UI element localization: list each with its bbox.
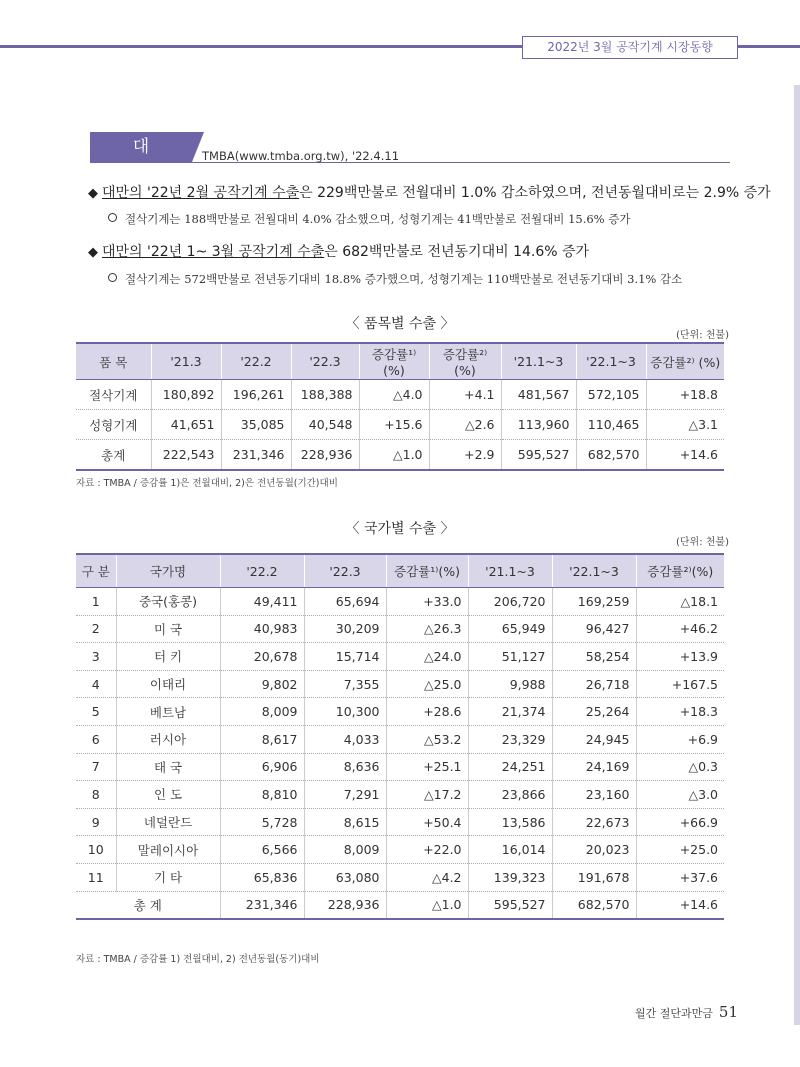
table-cell: △17.2 [386,781,468,809]
page-footer [635,1003,738,1021]
table-cell: 러시아 [116,725,220,753]
page-number: 51 [718,1003,738,1021]
table-row [76,380,724,410]
table-cell: 113,960 [501,410,576,440]
table1-caption: 〈 품목별 수출 〉 [345,316,455,332]
bullet-1 [88,182,771,202]
table-cell: +46.2 [636,615,724,643]
column-header: 국가명 [116,554,220,588]
table-row [76,808,724,836]
bullet-2-underlined: 대만의 '22년 1~ 3월 공작기계 수출 [102,244,325,260]
table-cell: 595,527 [501,440,576,471]
bullet-1-text: 은 229백만불로 전월대비 1.0% 감소하였으며, 전년동월대비로는 2.9% 증가 [299,185,771,201]
table-cell: +14.6 [636,891,724,919]
table-cell: △18.1 [636,588,724,616]
magazine-name: 월간 절단과만금 [635,1007,713,1020]
table-cell: 96,427 [552,615,636,643]
table-cell: 8,617 [220,725,304,753]
column-header: '22.1~3 [576,343,646,380]
table-row [76,753,724,781]
table-cell: 228,936 [304,891,386,919]
table-cell: 40,548 [291,410,359,440]
table-cell: 20,678 [220,643,304,671]
table-header-row [76,554,724,588]
table-cell: 8,009 [304,836,386,864]
table-cell: +50.4 [386,808,468,836]
table-cell: 222,543 [151,440,221,471]
table-cell: +4.1 [429,380,501,410]
table-cell: △4.2 [386,863,468,891]
table-row [76,781,724,809]
table-cell: △26.3 [386,615,468,643]
column-header: 증감률²⁾ (%) [646,343,724,380]
table-cell: 41,651 [151,410,221,440]
table-cell: △25.0 [386,670,468,698]
table-cell: △4.0 [359,380,429,410]
table-cell: +22.0 [386,836,468,864]
column-header: 증감률²⁾ (%) [429,343,501,380]
column-header: '22.3 [304,554,386,588]
table-cell: 태 국 [116,753,220,781]
table-cell: 65,694 [304,588,386,616]
table-cell: 206,720 [468,588,552,616]
section-title-block [90,132,192,186]
table-cell: 24,945 [552,725,636,753]
table-cell: 8,636 [304,753,386,781]
column-header: '21.1~3 [501,343,576,380]
table-cell: 6 [76,725,116,753]
column-header: 구 분 [76,554,116,588]
table1-note: 자료 : TMBA / 증감률 1)은 전월대비, 2)은 전년동월(기간)대비 [76,478,338,489]
table-cell: 인 도 [116,781,220,809]
table-cell: +6.9 [636,725,724,753]
column-header: '22.2 [221,343,291,380]
table-cell: 총 계 [76,891,220,919]
table-cell: 3 [76,643,116,671]
table-cell: △1.0 [359,440,429,471]
section-title: 대 만 [90,132,192,162]
table-cell: +25.0 [636,836,724,864]
table-cell: 20,023 [552,836,636,864]
table-row [76,410,724,440]
table-cell: 572,105 [576,380,646,410]
table-cell: 682,570 [552,891,636,919]
table-row [76,588,724,616]
column-header: '22.3 [291,343,359,380]
table-cell: 10 [76,836,116,864]
table-cell: 22,673 [552,808,636,836]
table-cell: 8,009 [220,698,304,726]
table-row [76,725,724,753]
table-cell: 9,802 [220,670,304,698]
table-cell: +33.0 [386,588,468,616]
table-cell: 이태리 [116,670,220,698]
circle-bullet-icon [108,273,117,282]
table-cell: 7,291 [304,781,386,809]
table-cell: +66.9 [636,808,724,836]
page-edge-tab [794,85,800,1025]
table2-unit: (단위: 천불) [676,537,729,548]
table-cell: 9 [76,808,116,836]
table-cell: 23,866 [468,781,552,809]
column-header: '22.1~3 [552,554,636,588]
table-total-row [76,891,724,919]
table-cell: 24,251 [468,753,552,781]
table-cell: 6,566 [220,836,304,864]
table-cell: +167.5 [636,670,724,698]
export-by-country-table [76,553,724,920]
table-cell: 49,411 [220,588,304,616]
running-header: 2022년 3월 공작기계 시장동향 [522,36,738,59]
column-header: 증감률¹⁾ (%) [359,343,429,380]
table-cell: 65,949 [468,615,552,643]
table-cell: 5 [76,698,116,726]
sub-bullet-1-text: 절삭기계는 188백만불로 전월대비 4.0% 감소했으며, 성형기계는 41백만불로 전월대비 15.6% 증가 [125,212,631,226]
table-cell: 188,388 [291,380,359,410]
table-cell: 180,892 [151,380,221,410]
table-cell: 58,254 [552,643,636,671]
table-cell: 16,014 [468,836,552,864]
table-cell: 4,033 [304,725,386,753]
table-cell: 미 국 [116,615,220,643]
table-cell: 4 [76,670,116,698]
table-cell: 7,355 [304,670,386,698]
table-cell: +2.9 [429,440,501,471]
table-cell: △3.0 [636,781,724,809]
table-row [76,836,724,864]
table-cell: 21,374 [468,698,552,726]
table2-note: 자료 : TMBA / 증감률 1) 전월대비, 2) 전년동월(동기)대비 [76,954,320,965]
table-cell: 5,728 [220,808,304,836]
table-row [76,615,724,643]
table-cell: 228,936 [291,440,359,471]
table-cell: +18.3 [636,698,724,726]
table-cell: △24.0 [386,643,468,671]
table-cell: △53.2 [386,725,468,753]
table-cell: 23,329 [468,725,552,753]
sub-bullet-2 [108,271,682,287]
table-cell: 중국(홍콩) [116,588,220,616]
table-cell: +13.9 [636,643,724,671]
column-header: '21.3 [151,343,221,380]
table-cell: 11 [76,863,116,891]
table-cell: 터 키 [116,643,220,671]
table-cell: 196,261 [221,380,291,410]
table-cell: 7 [76,753,116,781]
bullet-2 [88,241,589,261]
table-cell: 8 [76,781,116,809]
sub-bullet-1 [108,211,630,227]
table-cell: △2.6 [429,410,501,440]
table-cell: 35,085 [221,410,291,440]
table-cell: +15.6 [359,410,429,440]
table-cell: 총계 [76,440,151,471]
table-cell: 15,714 [304,643,386,671]
table-cell: 139,323 [468,863,552,891]
table-cell: 682,570 [576,440,646,471]
table-cell: 231,346 [220,891,304,919]
table-cell: 8,615 [304,808,386,836]
table2-caption: 〈 국가별 수출 〉 [345,521,455,537]
table-cell: 1 [76,588,116,616]
table-cell: 169,259 [552,588,636,616]
table-cell: 595,527 [468,891,552,919]
column-header: '21.1~3 [468,554,552,588]
table-cell: 65,836 [220,863,304,891]
bullet-1-underlined: 대만의 '22년 2월 공작기계 수출 [102,185,300,201]
table-cell: +14.6 [646,440,724,471]
table-cell: 481,567 [501,380,576,410]
table-cell: 절삭기계 [76,380,151,410]
column-header: 품 목 [76,343,151,380]
table-cell: 24,169 [552,753,636,781]
table-cell: 30,209 [304,615,386,643]
column-header: 증감률¹⁾(%) [386,554,468,588]
table-cell: △3.1 [646,410,724,440]
circle-bullet-icon [108,213,117,222]
table-cell: 8,810 [220,781,304,809]
section-source: TMBA(www.tmba.org.tw), '22.4.11 [202,149,400,163]
table-cell: 기 타 [116,863,220,891]
bullet-2-text: 은 682백만불로 전년동기대비 14.6% 증가 [324,244,590,260]
table-cell: △1.0 [386,891,468,919]
table-cell: +37.6 [636,863,724,891]
table-cell: 110,465 [576,410,646,440]
table-row [76,670,724,698]
table-cell: 23,160 [552,781,636,809]
column-header: '22.2 [220,554,304,588]
table-cell: 성형기계 [76,410,151,440]
table-cell: △0.3 [636,753,724,781]
table-cell: +28.6 [386,698,468,726]
table-cell: 13,586 [468,808,552,836]
table-cell: +18.8 [646,380,724,410]
column-header: 증감률²⁾(%) [636,554,724,588]
section-title-rule [90,162,730,163]
export-by-product-table [76,342,724,471]
table-cell: 25,264 [552,698,636,726]
table-cell: 40,983 [220,615,304,643]
table-cell: 26,718 [552,670,636,698]
table-cell: 191,678 [552,863,636,891]
table-cell: 2 [76,615,116,643]
diamond-bullet-icon: ◆ [88,186,98,201]
table-cell: 말레이시아 [116,836,220,864]
diamond-bullet-icon: ◆ [88,245,98,260]
table-cell: 네덜란드 [116,808,220,836]
table-row [76,440,724,471]
table-cell: 63,080 [304,863,386,891]
table-cell: 6,906 [220,753,304,781]
table-cell: +25.1 [386,753,468,781]
table-row [76,863,724,891]
table-header-row [76,343,724,380]
sub-bullet-2-text: 절삭기계는 572백만불로 전년동기대비 18.8% 증가했으며, 성형기계는 110백만불로 전년동기대비 3.1% 감소 [125,272,683,286]
table-cell: 10,300 [304,698,386,726]
table-row [76,698,724,726]
table-cell: 베트남 [116,698,220,726]
table1-unit: (단위: 천불) [676,330,729,341]
table-cell: 231,346 [221,440,291,471]
table-row [76,643,724,671]
table-cell: 9,988 [468,670,552,698]
table-cell: 51,127 [468,643,552,671]
